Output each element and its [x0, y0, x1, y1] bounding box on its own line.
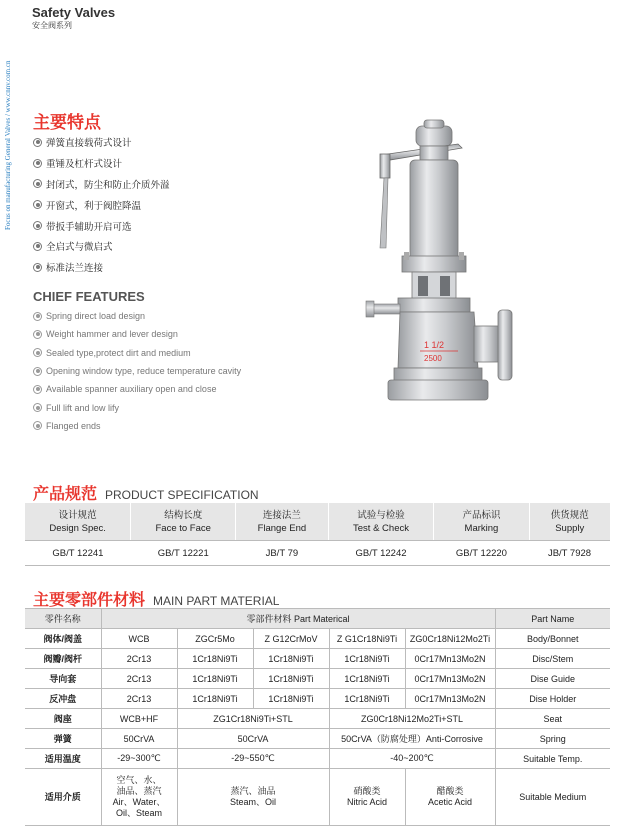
header-cell: 连接法兰 Flange End — [236, 503, 329, 541]
bullet-icon — [33, 367, 42, 376]
feature-text: 全启式与微启式 — [46, 242, 113, 254]
list-item — [33, 380, 241, 398]
bullet-icon — [33, 348, 42, 357]
valve-size-label: 1 1/2 — [424, 340, 445, 350]
table-header-row — [25, 503, 610, 541]
table-cell: 1Cr18Ni9Ti — [329, 649, 405, 669]
row-label: 反冲盘 — [25, 689, 101, 709]
product-spec-table — [25, 503, 610, 566]
table-cell: 1Cr18Ni9Ti — [329, 689, 405, 709]
table-cell: 0Cr17Mn13Mo2N — [405, 649, 495, 669]
table-cell: GB/T 12220 — [434, 541, 529, 566]
page-title: Safety Valves — [32, 5, 116, 20]
valve-class-label: 2500 — [424, 354, 442, 363]
table-cell: 1Cr18Ni9Ti — [177, 649, 253, 669]
bullet-icon — [33, 138, 42, 147]
feature-text: Weight hammer and lever design — [46, 329, 178, 340]
side-vertical-text: Focus on manufacturing General Valves / www.cnnv.com.cn — [4, 60, 12, 230]
feature-text: 开窗式，利于阀腔降温 — [46, 200, 142, 212]
section-title-cn: 产品规范 — [33, 486, 98, 503]
header-cell: 试验与检验 Test & Check — [328, 503, 434, 541]
section-title-en: MAIN PART MATERIAL — [153, 594, 280, 608]
bullet-icon — [33, 242, 42, 251]
table-cell: WCB — [101, 629, 177, 649]
table-cell: 1Cr18Ni9Ti — [253, 689, 329, 709]
table-cell: Suitable Medium — [495, 769, 610, 826]
table-header-row — [25, 609, 610, 629]
table-cell: 空气、水、 油品、蒸汽 Air、Water、 Oil、Steam — [101, 769, 177, 826]
table-cell: 0Cr17Mn13Mo2N — [405, 669, 495, 689]
feature-text: 弹簧直接载荷式设计 — [46, 138, 132, 150]
table-cell: Dise Holder — [495, 689, 610, 709]
list-item — [33, 194, 170, 215]
features-cn-title: 主要特点 — [33, 113, 101, 132]
table-cell: GB/T 12241 — [25, 541, 131, 566]
bullet-icon — [33, 312, 42, 321]
list-item — [33, 132, 170, 153]
main-material-table — [25, 608, 610, 826]
list-item — [33, 344, 241, 362]
list-item — [33, 307, 241, 325]
table-row — [25, 749, 610, 769]
feature-text: Sealed type,protect dirt and medium — [46, 347, 191, 358]
product-spec-title — [33, 481, 259, 504]
table-cell: Suitable Temp. — [495, 749, 610, 769]
row-label: 适用介质 — [25, 769, 101, 826]
table-cell: 硝酸类 Nitric Acid — [329, 769, 405, 826]
table-cell: Body/Bonnet — [495, 629, 610, 649]
row-label: 导向套 — [25, 669, 101, 689]
table-row — [25, 649, 610, 669]
header-cell: 结构长度 Face to Face — [131, 503, 236, 541]
table-cell: 2Cr13 — [101, 689, 177, 709]
page-subtitle: 安全阀系列 — [32, 21, 72, 30]
table-cell: JB/T 7928 — [529, 541, 610, 566]
feature-text: 重锤及杠杆式设计 — [46, 159, 123, 171]
header-cell: 产品标识 Marking — [434, 503, 529, 541]
feature-text: Opening window type, reduce temperature cavity — [46, 366, 242, 377]
table-cell: -29~300℃ — [101, 749, 177, 769]
bullet-icon — [33, 263, 42, 272]
row-label: 弹簧 — [25, 729, 101, 749]
table-cell: 1Cr18Ni9Ti — [253, 649, 329, 669]
bullet-icon — [33, 385, 42, 394]
table-cell: 醋酸类 Acetic Acid — [405, 769, 495, 826]
header-cell: Part Name — [495, 609, 610, 629]
list-item — [33, 153, 170, 174]
table-cell: Dise Guide — [495, 669, 610, 689]
table-row — [25, 629, 610, 649]
bullet-icon — [33, 421, 42, 430]
table-row — [25, 729, 610, 749]
table-cell: 1Cr18Ni9Ti — [329, 669, 405, 689]
table-cell: ZG1Cr18Ni9Ti+STL — [177, 709, 329, 729]
list-item — [33, 362, 241, 380]
table-cell: Z G1Cr18Ni9Ti — [329, 629, 405, 649]
table-cell: Spring — [495, 729, 610, 749]
list-item — [33, 236, 170, 257]
features-en-list — [33, 307, 241, 435]
row-label: 阀瓣/阀杆 — [25, 649, 101, 669]
features-cn-list — [33, 132, 170, 278]
feature-text: 标准法兰连接 — [46, 263, 104, 275]
bullet-icon — [33, 179, 42, 188]
table-cell: ZG0Cr18Ni12Mo2Ti+STL — [329, 709, 495, 729]
table-cell: 2Cr13 — [101, 669, 177, 689]
list-item — [33, 257, 170, 278]
table-cell: Z G12CrMoV — [253, 629, 329, 649]
table-cell: GB/T 12221 — [131, 541, 236, 566]
table-cell: JB/T 79 — [236, 541, 329, 566]
header-cell: 零件名称 — [25, 609, 101, 629]
safety-valve-image — [358, 118, 528, 408]
header-cell: 设计规范 Design Spec. — [25, 503, 131, 541]
table-cell: 蒸汽、油品 Steam、Oil — [177, 769, 329, 826]
feature-text: Flanged ends — [46, 420, 101, 431]
list-item — [33, 325, 241, 343]
feature-text: Full lift and low lify — [46, 402, 120, 413]
row-label: 适用温度 — [25, 749, 101, 769]
row-label: 阀体/阀盖 — [25, 629, 101, 649]
table-cell: GB/T 12242 — [328, 541, 434, 566]
feature-text: Available spanner auxiliary open and close — [46, 384, 217, 395]
table-row — [25, 669, 610, 689]
table-cell: 0Cr17Mn13Mo2N — [405, 689, 495, 709]
bullet-icon — [33, 200, 42, 209]
header-cell: 供货规范 Supply — [529, 503, 610, 541]
table-row — [25, 689, 610, 709]
features-en-title: CHIEF FEATURES — [33, 289, 145, 304]
bullet-icon — [33, 403, 42, 412]
section-title-cn: 主要零部件材料 — [33, 592, 146, 609]
table-cell: ZG0Cr18Ni12Mo2Ti — [405, 629, 495, 649]
list-item — [33, 417, 241, 435]
table-row — [25, 541, 610, 566]
feature-text: 带扳手辅助开启可选 — [46, 221, 132, 233]
list-item — [33, 174, 170, 195]
table-cell: 1Cr18Ni9Ti — [177, 689, 253, 709]
table-cell: -29~550℃ — [177, 749, 329, 769]
table-cell: 50CrVA — [177, 729, 329, 749]
header-cell: 零部件材料 Part Materical — [101, 609, 495, 629]
row-label: 阀座 — [25, 709, 101, 729]
bullet-icon — [33, 159, 42, 168]
table-cell: Disc/Stem — [495, 649, 610, 669]
feature-text: 封闭式，防尘和防止介质外溢 — [46, 179, 170, 191]
table-cell: WCB+HF — [101, 709, 177, 729]
bullet-icon — [33, 221, 42, 230]
bullet-icon — [33, 330, 42, 339]
table-cell: 1Cr18Ni9Ti — [177, 669, 253, 689]
table-cell: Seat — [495, 709, 610, 729]
table-cell: 50CrVA（防腐处理）Anti-Corrosive — [329, 729, 495, 749]
list-item — [33, 398, 241, 416]
main-material-title — [33, 587, 279, 610]
table-cell: 1Cr18Ni9Ti — [253, 669, 329, 689]
section-title-en: PRODUCT SPECIFICATION — [105, 488, 259, 502]
list-item — [33, 215, 170, 236]
table-cell: 2Cr13 — [101, 649, 177, 669]
table-row — [25, 769, 610, 826]
table-cell: ZGCr5Mo — [177, 629, 253, 649]
table-row — [25, 709, 610, 729]
table-cell: -40~200℃ — [329, 749, 495, 769]
table-cell: 50CrVA — [101, 729, 177, 749]
feature-text: Spring direct load design — [46, 311, 146, 322]
